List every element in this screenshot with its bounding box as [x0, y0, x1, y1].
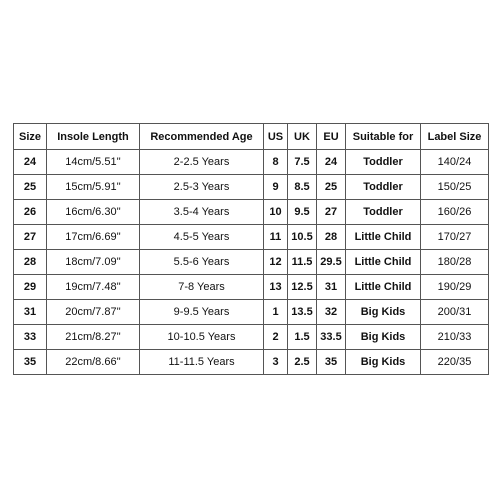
header-uk: UK	[288, 124, 317, 150]
cell-recommended-age: 2-2.5 Years	[140, 150, 264, 175]
cell-eu: 25	[317, 175, 346, 200]
cell-recommended-age: 5.5-6 Years	[140, 250, 264, 275]
cell-label-size: 150/25	[421, 175, 489, 200]
cell-uk: 10.5	[288, 225, 317, 250]
cell-recommended-age: 11-11.5 Years	[140, 350, 264, 375]
cell-us: 10	[264, 200, 288, 225]
cell-uk: 8.5	[288, 175, 317, 200]
cell-recommended-age: 9-9.5 Years	[140, 300, 264, 325]
cell-eu: 35	[317, 350, 346, 375]
cell-us: 13	[264, 275, 288, 300]
header-label-size: Label Size	[421, 124, 489, 150]
cell-suitable-for: Big Kids	[346, 325, 421, 350]
cell-us: 8	[264, 150, 288, 175]
cell-insole-length: 15cm/5.91''	[47, 175, 140, 200]
size-chart-table	[13, 123, 489, 375]
table-row	[14, 325, 489, 350]
cell-eu: 32	[317, 300, 346, 325]
header-size: Size	[14, 124, 47, 150]
header-row	[14, 124, 489, 150]
header-eu: EU	[317, 124, 346, 150]
table-row	[14, 300, 489, 325]
table-row	[14, 350, 489, 375]
cell-recommended-age: 3.5-4 Years	[140, 200, 264, 225]
cell-size: 25	[14, 175, 47, 200]
cell-eu: 31	[317, 275, 346, 300]
cell-size: 33	[14, 325, 47, 350]
cell-suitable-for: Little Child	[346, 275, 421, 300]
cell-suitable-for: Toddler	[346, 150, 421, 175]
cell-size: 29	[14, 275, 47, 300]
cell-recommended-age: 4.5-5 Years	[140, 225, 264, 250]
cell-insole-length: 20cm/7.87''	[47, 300, 140, 325]
cell-suitable-for: Big Kids	[346, 300, 421, 325]
header-suitable-for: Suitable for	[346, 124, 421, 150]
cell-size: 31	[14, 300, 47, 325]
table-body	[14, 150, 489, 375]
cell-suitable-for: Little Child	[346, 250, 421, 275]
cell-size: 27	[14, 225, 47, 250]
cell-recommended-age: 2.5-3 Years	[140, 175, 264, 200]
cell-insole-length: 21cm/8.27''	[47, 325, 140, 350]
cell-label-size: 200/31	[421, 300, 489, 325]
cell-uk: 12.5	[288, 275, 317, 300]
cell-uk: 1.5	[288, 325, 317, 350]
cell-recommended-age: 7-8 Years	[140, 275, 264, 300]
cell-uk: 7.5	[288, 150, 317, 175]
header-us: US	[264, 124, 288, 150]
cell-size: 28	[14, 250, 47, 275]
cell-size: 26	[14, 200, 47, 225]
header-insole-length: Insole Length	[47, 124, 140, 150]
cell-suitable-for: Little Child	[346, 225, 421, 250]
cell-suitable-for: Toddler	[346, 200, 421, 225]
cell-size: 35	[14, 350, 47, 375]
cell-insole-length: 14cm/5.51''	[47, 150, 140, 175]
cell-us: 12	[264, 250, 288, 275]
cell-eu: 33.5	[317, 325, 346, 350]
cell-us: 3	[264, 350, 288, 375]
cell-uk: 2.5	[288, 350, 317, 375]
cell-us: 11	[264, 225, 288, 250]
cell-label-size: 210/33	[421, 325, 489, 350]
table-row	[14, 225, 489, 250]
cell-suitable-for: Toddler	[346, 175, 421, 200]
cell-eu: 28	[317, 225, 346, 250]
cell-label-size: 170/27	[421, 225, 489, 250]
cell-eu: 27	[317, 200, 346, 225]
cell-label-size: 140/24	[421, 150, 489, 175]
cell-label-size: 160/26	[421, 200, 489, 225]
table-row	[14, 200, 489, 225]
cell-size: 24	[14, 150, 47, 175]
table-row	[14, 150, 489, 175]
cell-label-size: 220/35	[421, 350, 489, 375]
cell-eu: 29.5	[317, 250, 346, 275]
cell-insole-length: 16cm/6.30''	[47, 200, 140, 225]
table-row	[14, 175, 489, 200]
cell-suitable-for: Big Kids	[346, 350, 421, 375]
cell-eu: 24	[317, 150, 346, 175]
cell-uk: 11.5	[288, 250, 317, 275]
cell-us: 2	[264, 325, 288, 350]
header-recommended-age: Recommended Age	[140, 124, 264, 150]
cell-insole-length: 17cm/6.69''	[47, 225, 140, 250]
cell-us: 9	[264, 175, 288, 200]
cell-insole-length: 18cm/7.09''	[47, 250, 140, 275]
cell-us: 1	[264, 300, 288, 325]
cell-label-size: 190/29	[421, 275, 489, 300]
cell-insole-length: 19cm/7.48''	[47, 275, 140, 300]
cell-label-size: 180/28	[421, 250, 489, 275]
cell-uk: 13.5	[288, 300, 317, 325]
table-row	[14, 275, 489, 300]
cell-insole-length: 22cm/8.66''	[47, 350, 140, 375]
table-row	[14, 250, 489, 275]
cell-uk: 9.5	[288, 200, 317, 225]
cell-recommended-age: 10-10.5 Years	[140, 325, 264, 350]
